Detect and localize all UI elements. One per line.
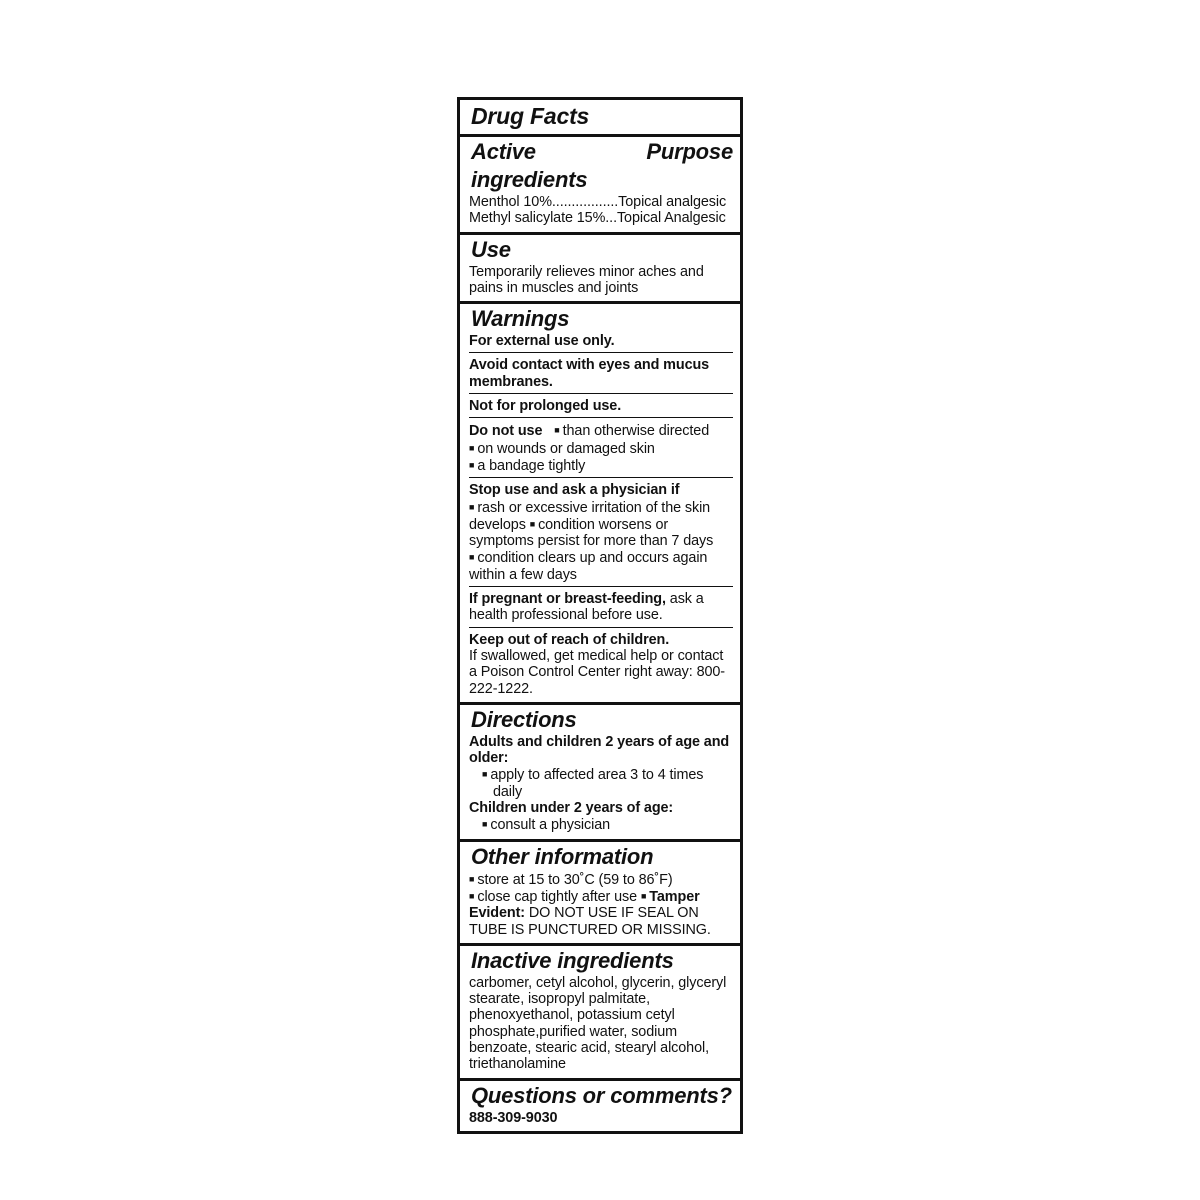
children-label: Keep out of reach of children. bbox=[469, 631, 670, 648]
warning-item: condition worsens or symptoms persist for more than 7 days bbox=[469, 516, 714, 550]
tamper-text: DO NOT USE IF SEAL ON TUBE IS PUNCTURED OR MISSING. bbox=[469, 905, 711, 938]
questions-phone: 888-309-9030 bbox=[469, 1109, 558, 1126]
questions-heading: Questions or comments? bbox=[471, 1082, 732, 1108]
directions-section bbox=[460, 702, 740, 839]
do-not-use-warning bbox=[469, 417, 733, 474]
bullet-icon: ■ bbox=[482, 819, 488, 830]
use-heading: Use bbox=[471, 236, 511, 262]
active-ingredients-heading: Active ingredients bbox=[471, 139, 588, 192]
warning-item: on wounds or damaged skin bbox=[477, 440, 655, 457]
other-information-heading: Other information bbox=[471, 843, 654, 869]
warnings-heading: Warnings bbox=[471, 306, 570, 332]
bullet-icon: ■ bbox=[469, 890, 475, 901]
active-ingredient-line: Menthol 10%.................Topical analgesic bbox=[469, 194, 727, 210]
under2-direction-text: consult a physician bbox=[490, 817, 611, 834]
active-ingredients-header-row bbox=[469, 138, 733, 194]
bullet-icon: ■ bbox=[469, 501, 475, 512]
children-text: If swallowed, get medical help or contact a Poison Control Center right away: 800-222-1222. bbox=[469, 647, 725, 697]
adults-label: Adults and children 2 years of age and older: bbox=[469, 733, 730, 767]
close-cap-text: close cap tightly after use bbox=[477, 888, 638, 905]
warning-item: a bandage tightly bbox=[477, 457, 586, 474]
adults-direction-text: apply to affected area 3 to 4 times daily bbox=[490, 767, 704, 800]
warning-item: condition clears up and occurs again within a few days bbox=[469, 550, 708, 583]
prolonged-use-warning: Not for prolonged use. bbox=[469, 393, 733, 414]
adults-direction bbox=[469, 766, 733, 800]
pregnancy-text: ask a health professional before use. bbox=[469, 591, 704, 624]
warnings-section bbox=[460, 301, 740, 702]
bullet-icon: ■ bbox=[554, 425, 560, 436]
bullet-icon: ■ bbox=[640, 890, 647, 901]
bullet-icon: ■ bbox=[469, 552, 475, 563]
store-text: store at 15 to 30˚C (59 to 86˚F) bbox=[477, 871, 673, 888]
purpose-heading: Purpose bbox=[646, 139, 733, 164]
under2-label: Children under 2 years of age: bbox=[469, 800, 674, 817]
inactive-ingredients-heading: Inactive ingredients bbox=[471, 947, 674, 973]
drug-facts-title: Drug Facts bbox=[471, 103, 590, 129]
drug-facts-header bbox=[460, 100, 740, 134]
active-ingredients-section bbox=[460, 134, 740, 232]
bullet-icon: ■ bbox=[469, 442, 475, 453]
bullet-icon: ■ bbox=[469, 873, 475, 884]
drug-facts-label bbox=[457, 97, 743, 1134]
stop-use-label: Stop use and ask a physician if bbox=[469, 482, 680, 499]
under2-direction bbox=[469, 816, 733, 833]
do-not-use-label: Do not use bbox=[469, 423, 543, 440]
children-warning bbox=[469, 627, 733, 697]
bullet-icon: ■ bbox=[482, 769, 488, 780]
avoid-contact-warning: Avoid contact with eyes and mucus membranes. bbox=[469, 352, 733, 390]
questions-section bbox=[460, 1078, 740, 1131]
use-section bbox=[460, 232, 740, 302]
pregnancy-warning bbox=[469, 586, 733, 624]
tamper-label: Tamper Evident: bbox=[469, 888, 700, 922]
external-use-warning: For external use only. bbox=[469, 333, 615, 350]
use-text: Temporarily relieves minor aches and pains in muscles and joints bbox=[469, 263, 704, 296]
warning-item: than otherwise directed bbox=[562, 423, 710, 440]
inactive-ingredients-section bbox=[460, 943, 740, 1078]
bullet-icon: ■ bbox=[529, 518, 536, 529]
stop-use-warning bbox=[469, 477, 733, 583]
bullet-icon: ■ bbox=[469, 459, 475, 470]
other-information-section bbox=[460, 839, 740, 943]
pregnancy-label: If pregnant or breast-feeding, bbox=[469, 591, 666, 608]
warning-item: rash or excessive irritation of the skin develops bbox=[469, 499, 711, 533]
directions-heading: Directions bbox=[471, 706, 577, 732]
active-ingredient-line: Methyl salicylate 15%...Topical Analgesic bbox=[469, 210, 726, 227]
inactive-ingredients-text: carbomer, cetyl alcohol, glycerin, glyceryl stearate, isopropyl palmitate, phenoxyethanol, potassium cetyl phosphate,purified water, sodium benzoate, stearic acid, stearyl alcohol, triethanolamine bbox=[469, 974, 727, 1073]
other-information-text bbox=[469, 871, 733, 938]
